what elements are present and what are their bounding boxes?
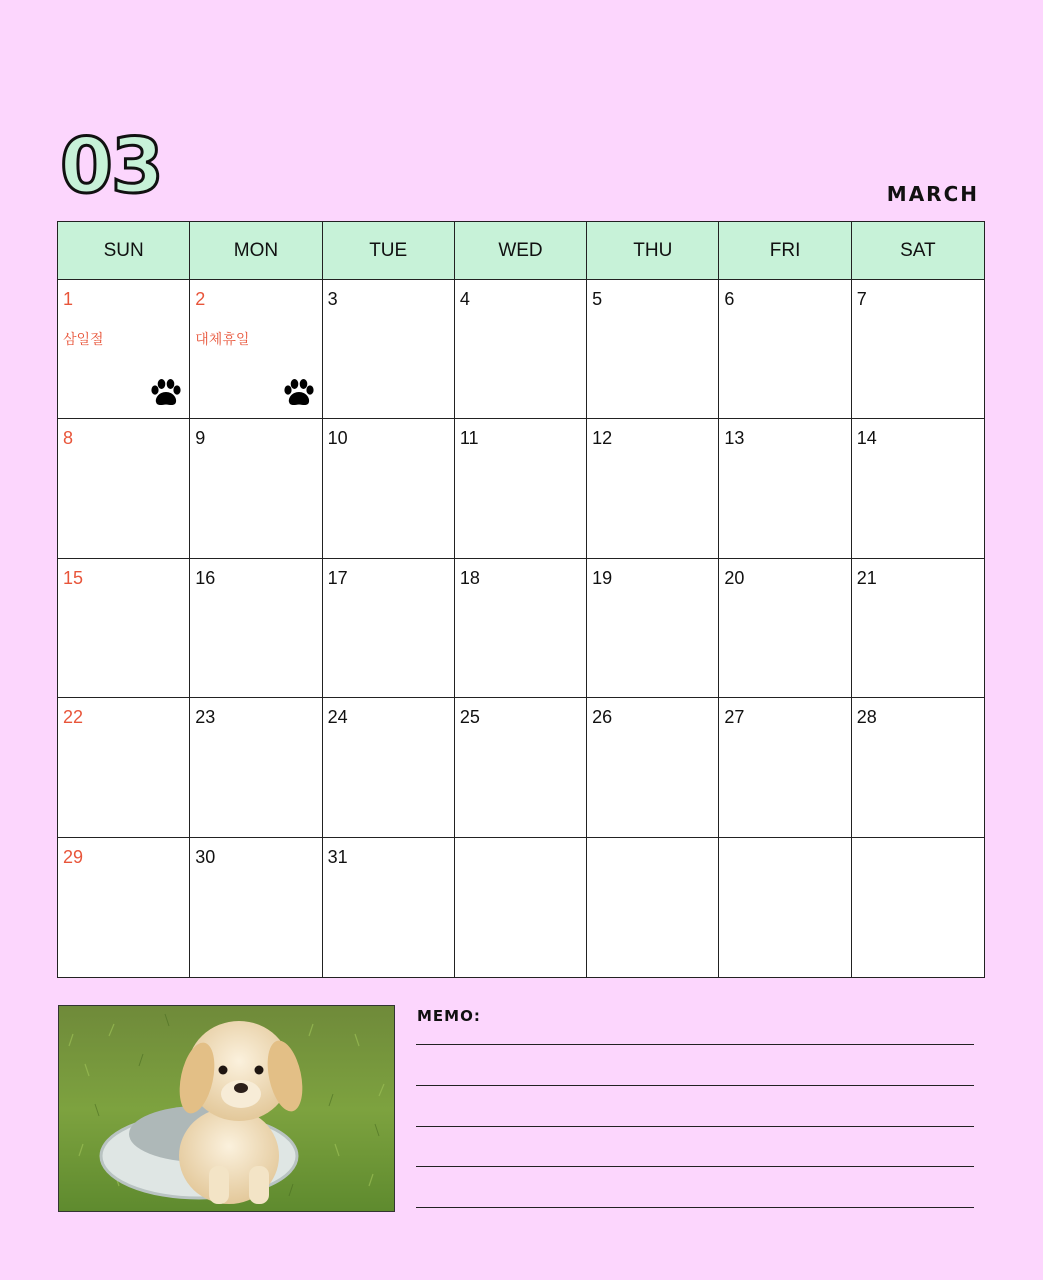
day-number: 18: [459, 567, 480, 588]
day-cell[interactable]: [455, 419, 587, 558]
day-cell[interactable]: [852, 559, 984, 698]
day-cell[interactable]: [719, 698, 851, 837]
day-number: 6: [724, 289, 735, 309]
day-number: 16: [195, 567, 216, 588]
day-number: 31: [327, 846, 348, 867]
day-number: 10: [327, 428, 348, 449]
day-number: 11: [459, 428, 479, 449]
day-number: 15: [63, 567, 84, 588]
weekday-header-tue: TUE: [323, 222, 455, 280]
day-number: 5: [592, 289, 603, 309]
day-number: 27: [724, 707, 745, 728]
day-number: 28: [856, 707, 877, 728]
day-cell[interactable]: [58, 838, 190, 977]
memo-label: MEMO:: [417, 1007, 481, 1025]
weekday-header-thu: THU: [587, 222, 719, 280]
weekday-header-sun: SUN: [58, 222, 190, 280]
day-cell[interactable]: [719, 280, 851, 419]
day-cell[interactable]: [455, 280, 587, 419]
month-name: MARCH: [886, 182, 979, 206]
day-number: 14: [856, 428, 877, 449]
day-cell[interactable]: [58, 559, 190, 698]
day-number: 25: [459, 707, 480, 728]
day-cell[interactable]: [455, 838, 587, 977]
day-cell[interactable]: [190, 838, 322, 977]
day-cell[interactable]: [455, 698, 587, 837]
day-number: 13: [724, 428, 745, 449]
month-number: 03: [60, 121, 162, 210]
weekday-header-mon: MON: [190, 222, 322, 280]
day-number: 4: [459, 289, 470, 309]
day-cell[interactable]: [852, 698, 984, 837]
holiday-label: 삼일절: [63, 332, 104, 348]
day-cell[interactable]: [58, 280, 190, 419]
day-cell[interactable]: [323, 559, 455, 698]
day-number: 9: [195, 428, 206, 449]
day-cell[interactable]: [190, 419, 322, 558]
day-number: 12: [592, 428, 613, 449]
day-number: 7: [856, 289, 867, 309]
day-cell[interactable]: [190, 280, 322, 419]
day-number: 29: [63, 846, 84, 867]
day-cell[interactable]: [719, 559, 851, 698]
day-number: 3: [327, 289, 338, 309]
day-cell[interactable]: [719, 838, 851, 977]
holiday-label: 대체휴일: [195, 332, 250, 348]
day-number: 30: [195, 846, 216, 867]
day-number: 1: [63, 289, 74, 309]
paw-print-icon: [282, 378, 316, 408]
day-cell[interactable]: [323, 698, 455, 837]
memo-line[interactable]: [416, 1166, 974, 1167]
day-cell[interactable]: [719, 419, 851, 558]
day-cell[interactable]: [587, 698, 719, 837]
day-number: 19: [592, 567, 613, 588]
weekday-header-sat: SAT: [852, 222, 984, 280]
calendar-grid: [57, 221, 985, 978]
day-cell[interactable]: [587, 559, 719, 698]
day-number: 17: [327, 567, 348, 588]
day-number: 2: [195, 289, 206, 309]
day-cell[interactable]: [190, 698, 322, 837]
day-cell[interactable]: [58, 419, 190, 558]
paw-print-icon: [149, 378, 183, 408]
day-cell[interactable]: [852, 838, 984, 977]
day-number: 24: [327, 707, 348, 728]
day-cell[interactable]: [190, 559, 322, 698]
day-cell[interactable]: [323, 280, 455, 419]
day-cell[interactable]: [587, 419, 719, 558]
day-cell[interactable]: [323, 838, 455, 977]
memo-line[interactable]: [416, 1085, 974, 1086]
day-number: 22: [63, 707, 84, 728]
day-number: 26: [592, 707, 613, 728]
day-cell[interactable]: [323, 419, 455, 558]
weekday-header-fri: FRI: [719, 222, 851, 280]
weekday-header-wed: WED: [455, 222, 587, 280]
day-cell[interactable]: [852, 280, 984, 419]
day-number: 8: [63, 428, 74, 449]
memo-line[interactable]: [416, 1044, 974, 1045]
day-cell[interactable]: [587, 280, 719, 419]
day-cell[interactable]: [587, 838, 719, 977]
day-cell[interactable]: [58, 698, 190, 837]
day-cell[interactable]: [852, 419, 984, 558]
day-cell[interactable]: [455, 559, 587, 698]
memo-line[interactable]: [416, 1207, 974, 1208]
day-number: 21: [856, 567, 877, 588]
memo-line[interactable]: [416, 1126, 974, 1127]
puppy-photo: [58, 1005, 395, 1212]
day-number: 20: [724, 567, 745, 588]
day-number: 23: [195, 707, 216, 728]
